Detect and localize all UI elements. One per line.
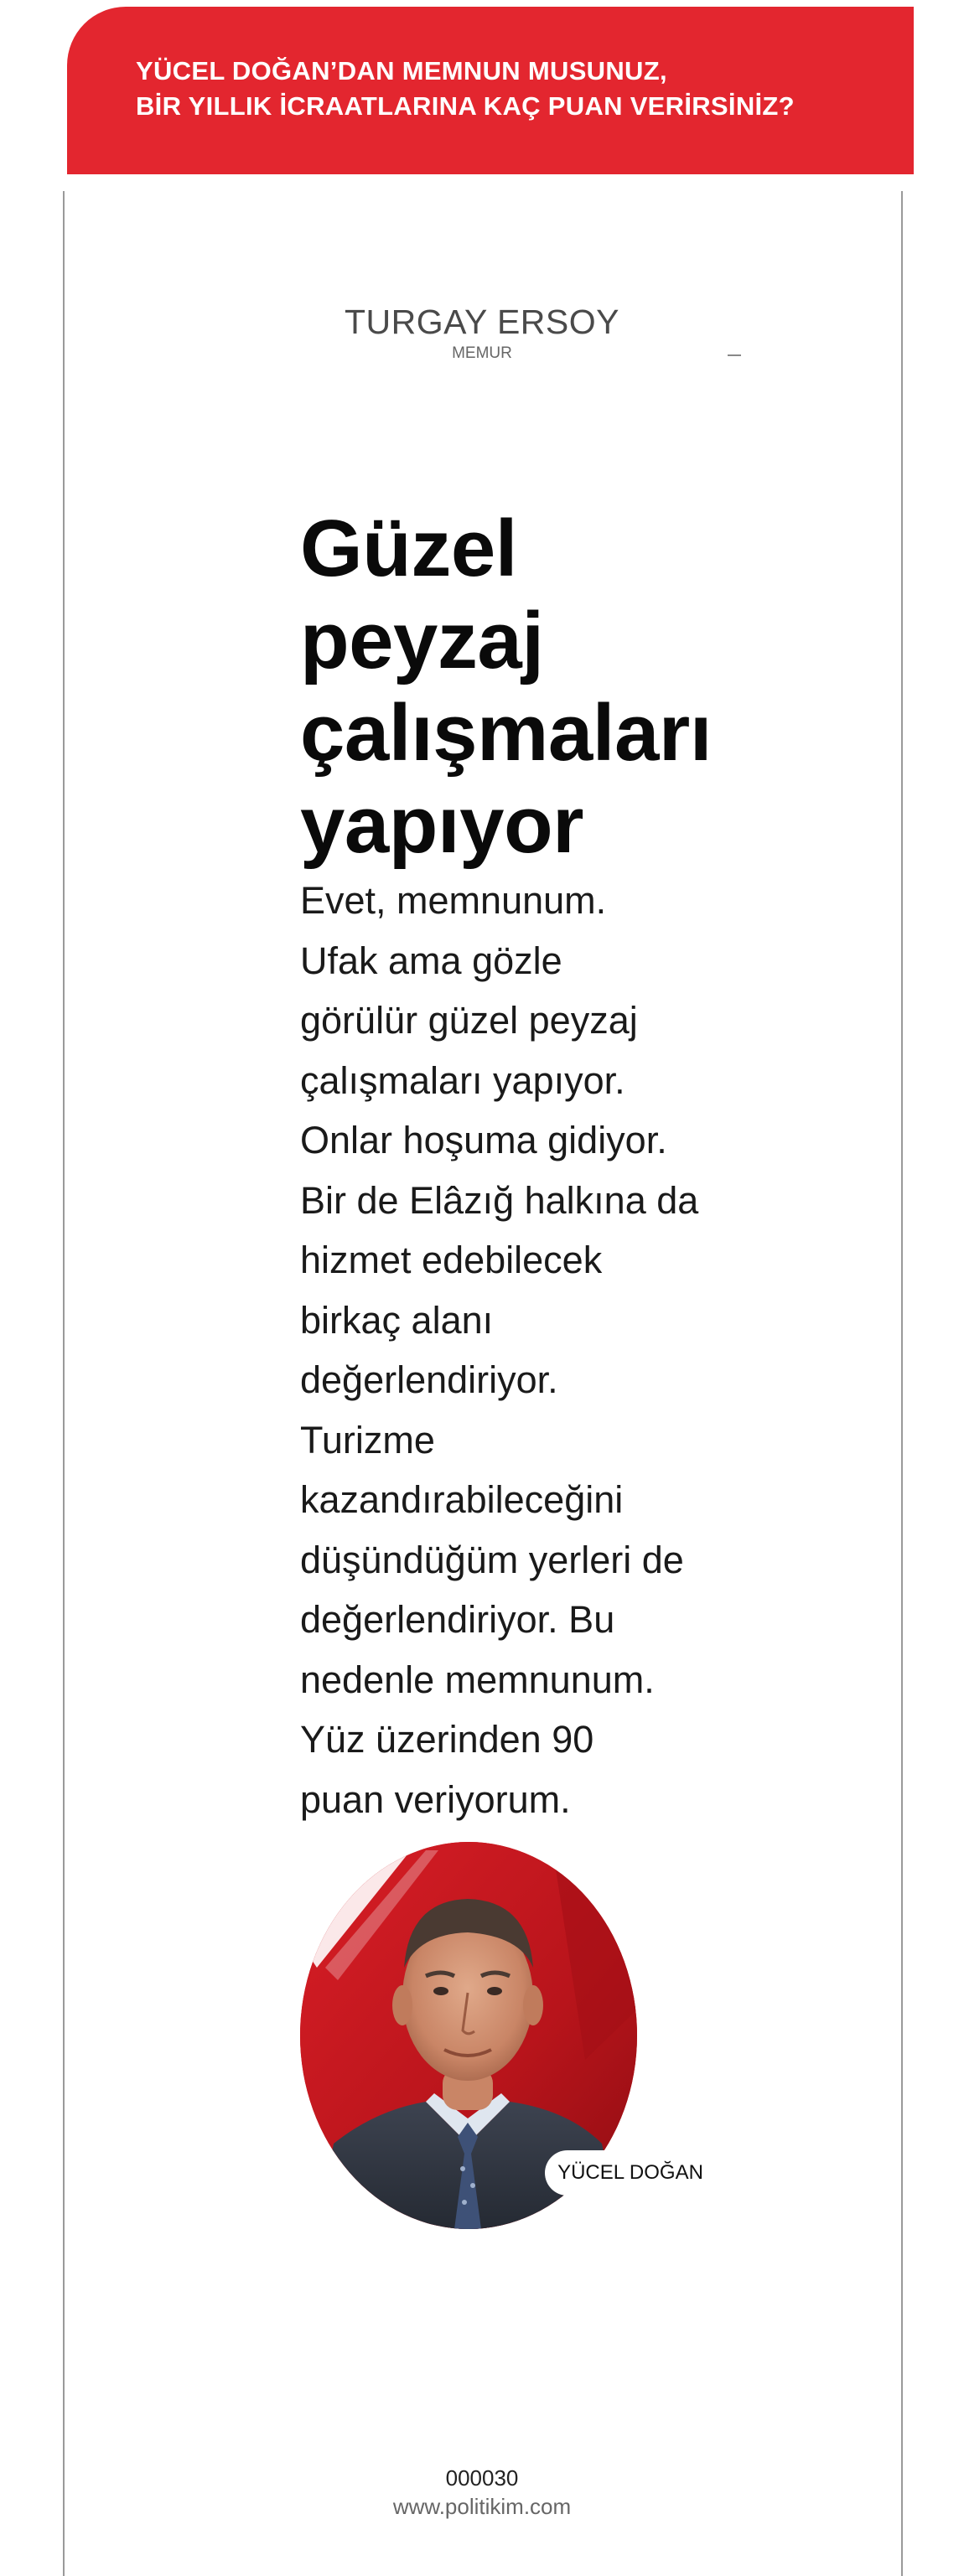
author-role: MEMUR — [452, 344, 512, 362]
body-line: düşündüğüm yerleri de — [300, 1538, 684, 1581]
decorative-dash — [728, 354, 741, 356]
body-line: görülür güzel peyzaj — [300, 999, 638, 1042]
body-line: Ufak ama gözle — [300, 939, 562, 982]
page-footer — [0, 2464, 964, 2521]
body-line: hizmet edebilecek — [300, 1239, 603, 1281]
banner-line-2: BİR YILLIK İCRAATLARINA KAÇ PUAN VERİRSİNİZ? — [136, 91, 795, 121]
body-line: puan veriyorum. — [300, 1777, 571, 1821]
body-line: çalışmaları yapıyor. — [300, 1058, 625, 1102]
body-line: birkaç alanı — [300, 1298, 494, 1342]
page-code: 000030 — [445, 2465, 519, 2491]
site-url: www.politikim.com — [392, 2494, 572, 2519]
body-line: Turizme — [300, 1418, 435, 1461]
body-line: değerlendiriyor. — [300, 1358, 558, 1401]
body-line: kazandırabileceğini — [300, 1478, 624, 1521]
frame-left-border — [63, 191, 65, 2576]
question-banner — [67, 7, 914, 174]
headline: Güzel peyzaj çalışmaları yapıyor — [300, 504, 712, 870]
body-line: Yüz üzerinden 90 — [300, 1718, 594, 1761]
body-line: nedenle memnunum. — [300, 1658, 655, 1701]
author-block — [0, 302, 964, 364]
quote-body — [300, 871, 770, 1829]
photo-caption: YÜCEL DOĞAN — [545, 2150, 716, 2196]
frame-right-border — [901, 191, 903, 2576]
body-line: Bir de Elâzığ halkına da — [300, 1178, 699, 1222]
author-name: TURGAY ERSOY — [345, 303, 619, 341]
body-line: değerlendiriyor. Bu — [300, 1598, 615, 1641]
body-line: Evet, memnunum. — [300, 879, 607, 922]
banner-line-1: YÜCEL DOĞAN’DAN MEMNUN MUSUNUZ, — [136, 56, 667, 85]
body-line: Onlar hoşuma gidiyor. — [300, 1119, 667, 1161]
